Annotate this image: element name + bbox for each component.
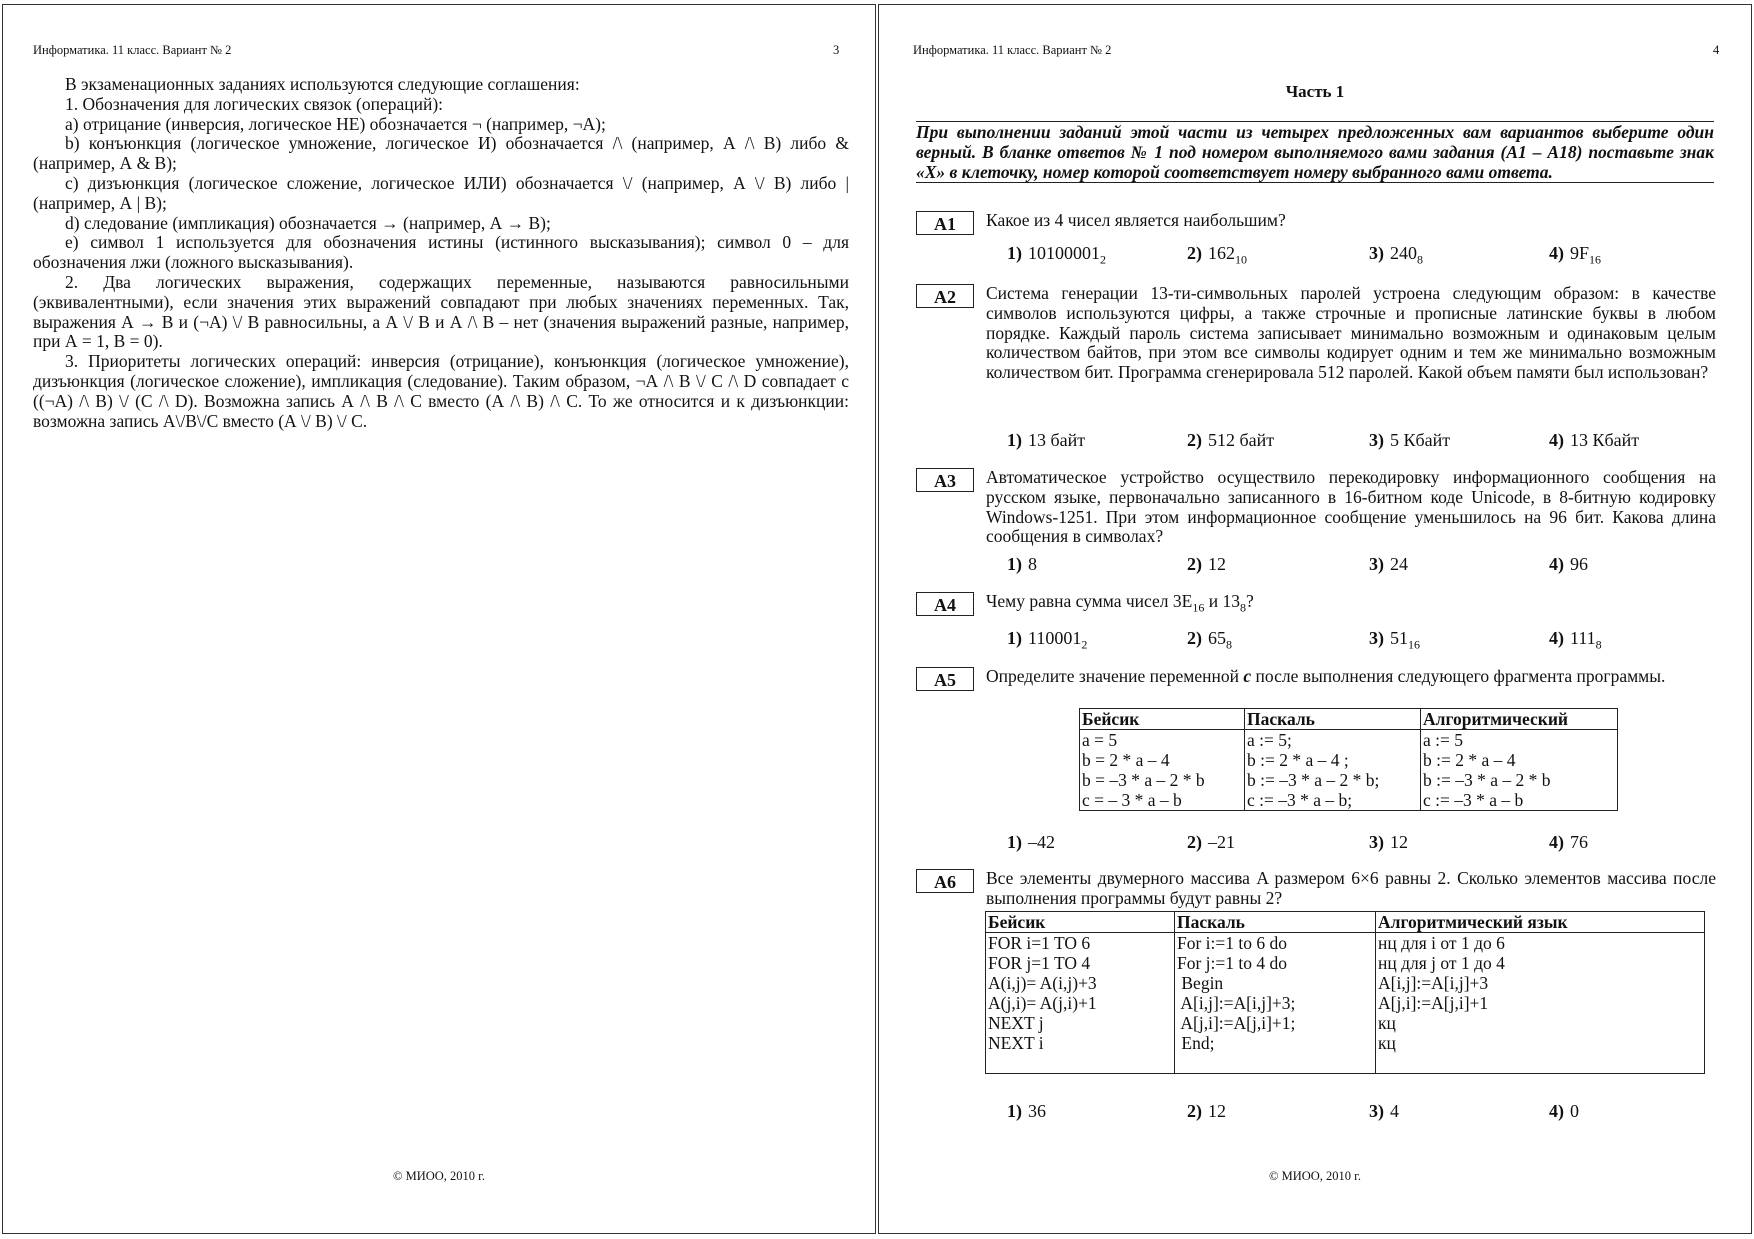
table-header-row	[986, 912, 1705, 933]
table-cell: NEXT j	[986, 1013, 1175, 1033]
table-row	[986, 1053, 1705, 1074]
paragraph: b) конъюнкция (логическое умножение, логическое И) обозначается /\ (например, А /\ В) либо & (например, А & В);	[33, 133, 849, 174]
answer-option[interactable]: 3) 12	[1369, 832, 1408, 852]
table-row	[986, 1033, 1705, 1053]
answer-option[interactable]: 2) –21	[1187, 832, 1235, 852]
answer-option[interactable]: 3) 24	[1369, 554, 1408, 574]
answer-option[interactable]: 4) $111_8$	[1549, 628, 1602, 652]
question-a4	[916, 592, 1716, 656]
page-number: 4	[1713, 43, 1720, 57]
paragraph: c) дизъюнкция (логическое сложение, логическое ИЛИ) обозначается \/ (например, А \/ В) либо | (например, А | В);	[33, 172, 849, 213]
question-text: Система генерации 13-ти-символьных паролей устроена следующим образом: в качестве символов используются цифры, а также строчные и прописные латинские буквы в любом порядке. Каждый пароль система записывает минимально возможным и одинаковым целым количеством байтов, при этом все символы кодирует одним и тем же минимально возможным количеством бит. Программа сгенерировала 512 паролей. Какой объем памяти был использован?	[986, 283, 1716, 383]
table-cell: c := –3 * a – b;	[1245, 790, 1421, 811]
paragraph: d) следование (импликация) обозначается → (например, А → В);	[65, 212, 551, 233]
paragraph: В экзаменационных заданиях используются следующие соглашения:	[65, 74, 580, 94]
page-footer: © МИОО, 2010 г.	[1268, 1169, 1362, 1183]
answer-option[interactable]: 4) $9F_{16}$	[1549, 243, 1602, 267]
answer-option[interactable]: 1) 13 байт	[1007, 430, 1086, 450]
question-a1	[916, 211, 1716, 271]
instructions: При выполнении заданий этой части из четырех предложенных вам вариантов выберите один верный. В бланке ответов № 1 под номером выполняемого вами задания (А1 – А18) поставьте знак «X» в клеточку, номер которой соответствует номеру выбранного вами ответа.	[916, 122, 1714, 182]
answer-option[interactable]: 1) 8	[1007, 554, 1037, 574]
answer-option[interactable]: 2) 512 байт	[1187, 430, 1275, 450]
answer-options	[986, 628, 1716, 654]
answer-option[interactable]: 3) $240_8$	[1369, 243, 1423, 267]
page-number: 3	[833, 43, 840, 57]
answer-option[interactable]: 4) 76	[1549, 832, 1588, 852]
question-label: А5	[916, 667, 974, 691]
answer-options	[986, 832, 1716, 858]
code-table	[1079, 708, 1618, 811]
table-cell: For i:=1 to 6 do	[1175, 933, 1376, 954]
answer-option[interactable]: 4) 0	[1549, 1101, 1579, 1121]
question-a6	[916, 869, 1716, 1139]
table-cell: Begin	[1175, 973, 1376, 993]
table-cell: b := 2 * a – 4 ;	[1245, 750, 1421, 770]
answer-option[interactable]: 1) $110001_2$	[1007, 628, 1088, 652]
answer-option[interactable]: 1) –42	[1007, 832, 1055, 852]
table-cell: NEXT i	[986, 1033, 1175, 1053]
answer-options	[986, 1101, 1716, 1127]
table-cell: A[j,i]:=A[j,i]+1	[1376, 993, 1705, 1013]
table-cell: A(i,j)= A(i,j)+3	[986, 973, 1175, 993]
table-cell: c := –3 * a – b	[1421, 790, 1618, 811]
table-cell: c = – 3 * a – b	[1080, 790, 1245, 811]
paragraph: 3. Приоритеты логических операций: инверсия (отрицание), конъюнкция (логическое умножение), дизъюнкция (логическое сложение), импликация (следование). Таким образом, ¬А /\ В \/ С /\ D совпадает с ((¬А) /\ В) \/ (С /\ D). Возможна запись А /\ В /\ С вместо (А /\ В) /\ С. То же относится и к дизъюнкции: возможна запись А\/В\/С вместо (А \/ В) \/ С.	[33, 351, 849, 431]
part-title: Часть 1	[1285, 82, 1345, 101]
paragraph: a) отрицание (инверсия, логическое НЕ) обозначается ¬ (например, ¬А);	[65, 113, 606, 134]
table-cell: For j:=1 to 4 do	[1175, 953, 1376, 973]
table-row	[1080, 770, 1618, 790]
column-header: Паскаль	[1245, 709, 1421, 730]
question-label: А4	[916, 592, 974, 616]
code-table	[985, 911, 1705, 1074]
question-text: Автоматическое устройство осуществило перекодировку информационного сообщения на русском языке, первоначально записанного в 16-битном коде Unicode, в 8-битную кодировку Windows-1251. При этом информационное сообщение уменьшилось на 96 бит. Какова длина сообщения в символах?	[986, 467, 1716, 547]
question-a2	[916, 284, 1716, 454]
table-row	[1080, 730, 1618, 751]
table-cell: a = 5	[1080, 730, 1245, 751]
question-label: А3	[916, 468, 974, 492]
table-cell: A[j,i]:=A[j,i]+1;	[1175, 1013, 1376, 1033]
column-header: Паскаль	[1175, 912, 1376, 933]
table-cell: b := 2 * a – 4	[1421, 750, 1618, 770]
table-row	[1080, 750, 1618, 770]
table-row	[986, 953, 1705, 973]
answer-options	[986, 430, 1716, 456]
table-cell	[1376, 1053, 1705, 1074]
table-cell	[986, 1053, 1175, 1074]
table-row	[1080, 790, 1618, 811]
column-header: Бейсик	[986, 912, 1175, 933]
table-cell: b := –3 * a – 2 * b;	[1245, 770, 1421, 790]
table-cell	[1175, 1053, 1376, 1074]
table-header-row	[1080, 709, 1618, 730]
question-label: А2	[916, 284, 974, 308]
paragraph: 2. Два логических выражения, содержащих переменные, называются равносильными (эквивалентными), если значения этих выражений совпадают при любых значениях переменных. Так, выражения А → В и (¬А) \/ В равносильны, а А \/ В и А /\ В – нет (значения выражений разные, например, при А = 1, В = 0).	[33, 271, 849, 352]
answer-option[interactable]: 1) 36	[1007, 1101, 1046, 1121]
answer-option[interactable]: 4) 96	[1549, 554, 1588, 574]
left-page	[2, 4, 876, 1234]
table-cell: FOR i=1 TO 6	[986, 933, 1175, 954]
question-a5	[916, 667, 1716, 857]
question-label: А6	[916, 869, 974, 893]
answer-option[interactable]: 3) 5 Кбайт	[1369, 430, 1451, 450]
page-header: Информатика. 11 класс. Вариант № 2	[33, 43, 232, 57]
answer-option[interactable]: 4) 13 Кбайт	[1549, 430, 1640, 450]
page-footer: © МИОО, 2010 г.	[392, 1169, 486, 1183]
table-row	[986, 973, 1705, 993]
table-cell: A[i,j]:=A[i,j]+3;	[1175, 993, 1376, 1013]
table-cell: b := –3 * a – 2 * b	[1421, 770, 1618, 790]
column-header: Алгоритмический	[1421, 709, 1618, 730]
answer-options	[986, 554, 1716, 580]
answer-option[interactable]: 3) $51_{16}$	[1369, 628, 1420, 652]
table-cell: нц для j от 1 до 4	[1376, 953, 1705, 973]
table-cell: b = –3 * a – 2 * b	[1080, 770, 1245, 790]
question-a3	[916, 468, 1716, 578]
answer-option[interactable]: 3) 4	[1369, 1101, 1399, 1121]
answer-option[interactable]: 2) $162_{10}$	[1187, 243, 1247, 267]
answer-option[interactable]: 2) 12	[1187, 1101, 1226, 1121]
table-cell: a := 5	[1421, 730, 1618, 751]
question-label: А1	[916, 211, 974, 235]
answer-options	[986, 243, 1716, 269]
paragraph: 1. Обозначения для логических связок (операций):	[65, 93, 444, 114]
column-header: Алгоритмический язык	[1376, 912, 1705, 933]
column-header: Бейсик	[1080, 709, 1245, 730]
table-row	[986, 933, 1705, 954]
table-cell: b = 2 * a – 4	[1080, 750, 1245, 770]
table-cell: A[i,j]:=A[i,j]+3	[1376, 973, 1705, 993]
table-cell: FOR j=1 TO 4	[986, 953, 1175, 973]
question-text: Определите значение переменной c после выполнения следующего фрагмента программы.	[986, 666, 1666, 686]
table-cell: кц	[1376, 1033, 1705, 1053]
answer-option[interactable]: 1) $10100001_2$	[1007, 243, 1106, 267]
table-cell: кц	[1376, 1013, 1705, 1033]
question-text: Чему равна сумма чисел $3E_{16}$ и $13_8$?	[986, 591, 1254, 615]
conventions-text	[33, 75, 849, 431]
question-text: Все элементы двумерного массива A размером 6×6 равны 2. Сколько элементов массива после выполнения программы будут равны 2?	[986, 868, 1716, 908]
question-text: Какое из 4 чисел является наибольшим?	[986, 210, 1286, 230]
right-page	[878, 4, 1752, 1234]
paragraph: e) символ 1 используется для обозначения истины (истинного высказывания); символ 0 – для обозначения лжи (ложного высказывания).	[33, 232, 849, 273]
table-row	[986, 993, 1705, 1013]
table-cell: A(j,i)= A(j,i)+1	[986, 993, 1175, 1013]
page-header: Информатика. 11 класс. Вариант № 2	[913, 43, 1112, 57]
answer-option[interactable]: 2) 12	[1187, 554, 1226, 574]
table-cell: нц для i от 1 до 6	[1376, 933, 1705, 954]
table-cell: a := 5;	[1245, 730, 1421, 751]
table-row	[986, 1013, 1705, 1033]
answer-option[interactable]: 2) $65_8$	[1187, 628, 1232, 652]
table-cell: End;	[1175, 1033, 1376, 1053]
